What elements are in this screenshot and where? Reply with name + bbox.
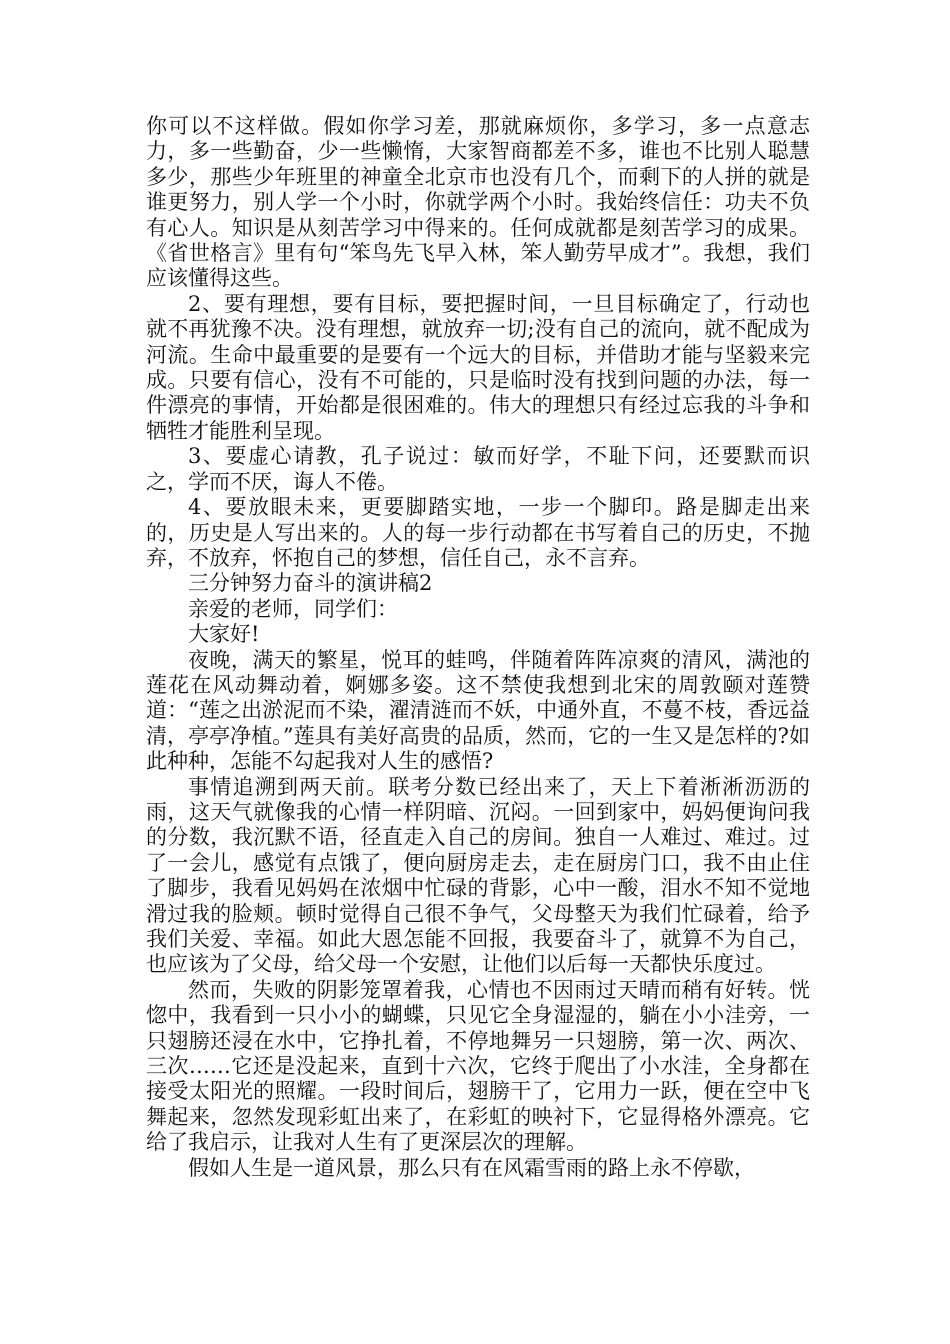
paragraph: 夜晚，满天的繁星，悦耳的蛙鸣，伴随着阵阵凉爽的清风，满池的莲花在风动舞动着，婀娜多姿。这不禁使我想到北宋的周敦颐对莲赞道：“莲之出淤泥而不染，濯清涟而不妖，中通外直，不蔓不枝，香远益清，亭亭净植。”莲具有美好高贵的品质，然而，它的一生又是怎样的?如此种种，怎能不勾起我对人生的感悟? <box>146 647 810 774</box>
paragraph: 事情追溯到两天前。联考分数已经出来了，天上下着淅淅沥沥的雨，这天气就像我的心情一样阴暗、沉闷。一回到家中，妈妈便询问我的分数，我沉默不语，径直走入自己的房间。独自一人难过、难过。过了一会儿，感觉有点饿了，便向厨房走去，走在厨房门口，我不由止住了脚步，我看见妈妈在浓烟中忙碌的背影，心中一酸，泪水不知不觉地滑过我的脸颊。顿时觉得自己很不争气，父母整天为我们忙碌着，给予我们关爱、幸福。如此大恩怎能不回报，我要奋斗了，就算不为自己，也应该为了父母，给父母一个安慰，让他们以后每一天都快乐度过。 <box>146 774 810 977</box>
document-body <box>146 114 810 1181</box>
salutation: 亲爱的老师，同学们： <box>188 596 398 621</box>
paragraph: 假如人生是一道风景，那么只有在风霜雪雨的路上永不停歇， <box>188 1155 755 1180</box>
greeting: 大家好! <box>188 622 260 647</box>
section-title: 三分钟努力奋斗的演讲稿2 <box>188 571 433 596</box>
paragraph: 2、要有理想，要有目标，要把握时间，一旦目标确定了，行动也就不再犹豫不决。没有理想，就放弃一切;没有自己的流向，就不配成为河流。生命中最重要的是要有一个远大的目标，并借助才能与坚毅来完成。只要有信心，没有不可能的，只是临时没有找到问题的办法，每一件漂亮的事情，开始都是很困难的。伟大的理想只有经过忘我的斗争和牺牲才能胜利呈现。 <box>146 291 810 443</box>
paragraph: 4、要放眼未来，更要脚踏实地，一步一个脚印。路是脚走出来的，历史是人写出来的。人的每一步行动都在书写着自己的历史，不抛弃，不放弃，怀抱自己的梦想，信任自己，永不言弃。 <box>146 495 810 570</box>
paragraph: 3、要虚心请教，孔子说过：敏而好学，不耻下问，还要默而识之，学而不厌，诲人不倦。 <box>146 444 810 494</box>
paragraph: 然而，失败的阴影笼罩着我，心情也不因雨过天晴而稍有好转。恍惚中，我看到一只小小的蝴蝶，只见它全身湿湿的，躺在小小洼旁，一只翅膀还浸在水中，它挣扎着，不停地舞另一只翅膀，第一次、两次、三次……它还是没起来，直到十六次，它终于爬出了小水洼，全身都在接受太阳光的照耀。一段时间后，翅膀干了，它用力一跃，便在空中飞舞起来，忽然发现彩虹出来了，在彩虹的映衬下，它显得格外漂亮。它给了我启示，让我对人生有了更深层次的理解。 <box>146 977 810 1155</box>
paragraph: 你可以不这样做。假如你学习差，那就麻烦你，多学习，多一点意志力，多一些勤奋，少一些懒惰，大家智商都差不多，谁也不比别人聪慧多少，那些少年班里的神童全北京市也没有几个，而剩下的人拼的就是谁更努力，别人学一个小时，你就学两个小时。我始终信任：功夫不负有心人。知识是从刻苦学习中得来的。任何成就都是刻苦学习的成果。《省世格言》里有句“笨鸟先飞早入林，笨人勤劳早成才”。我想，我们应该懂得这些。 <box>146 114 810 291</box>
